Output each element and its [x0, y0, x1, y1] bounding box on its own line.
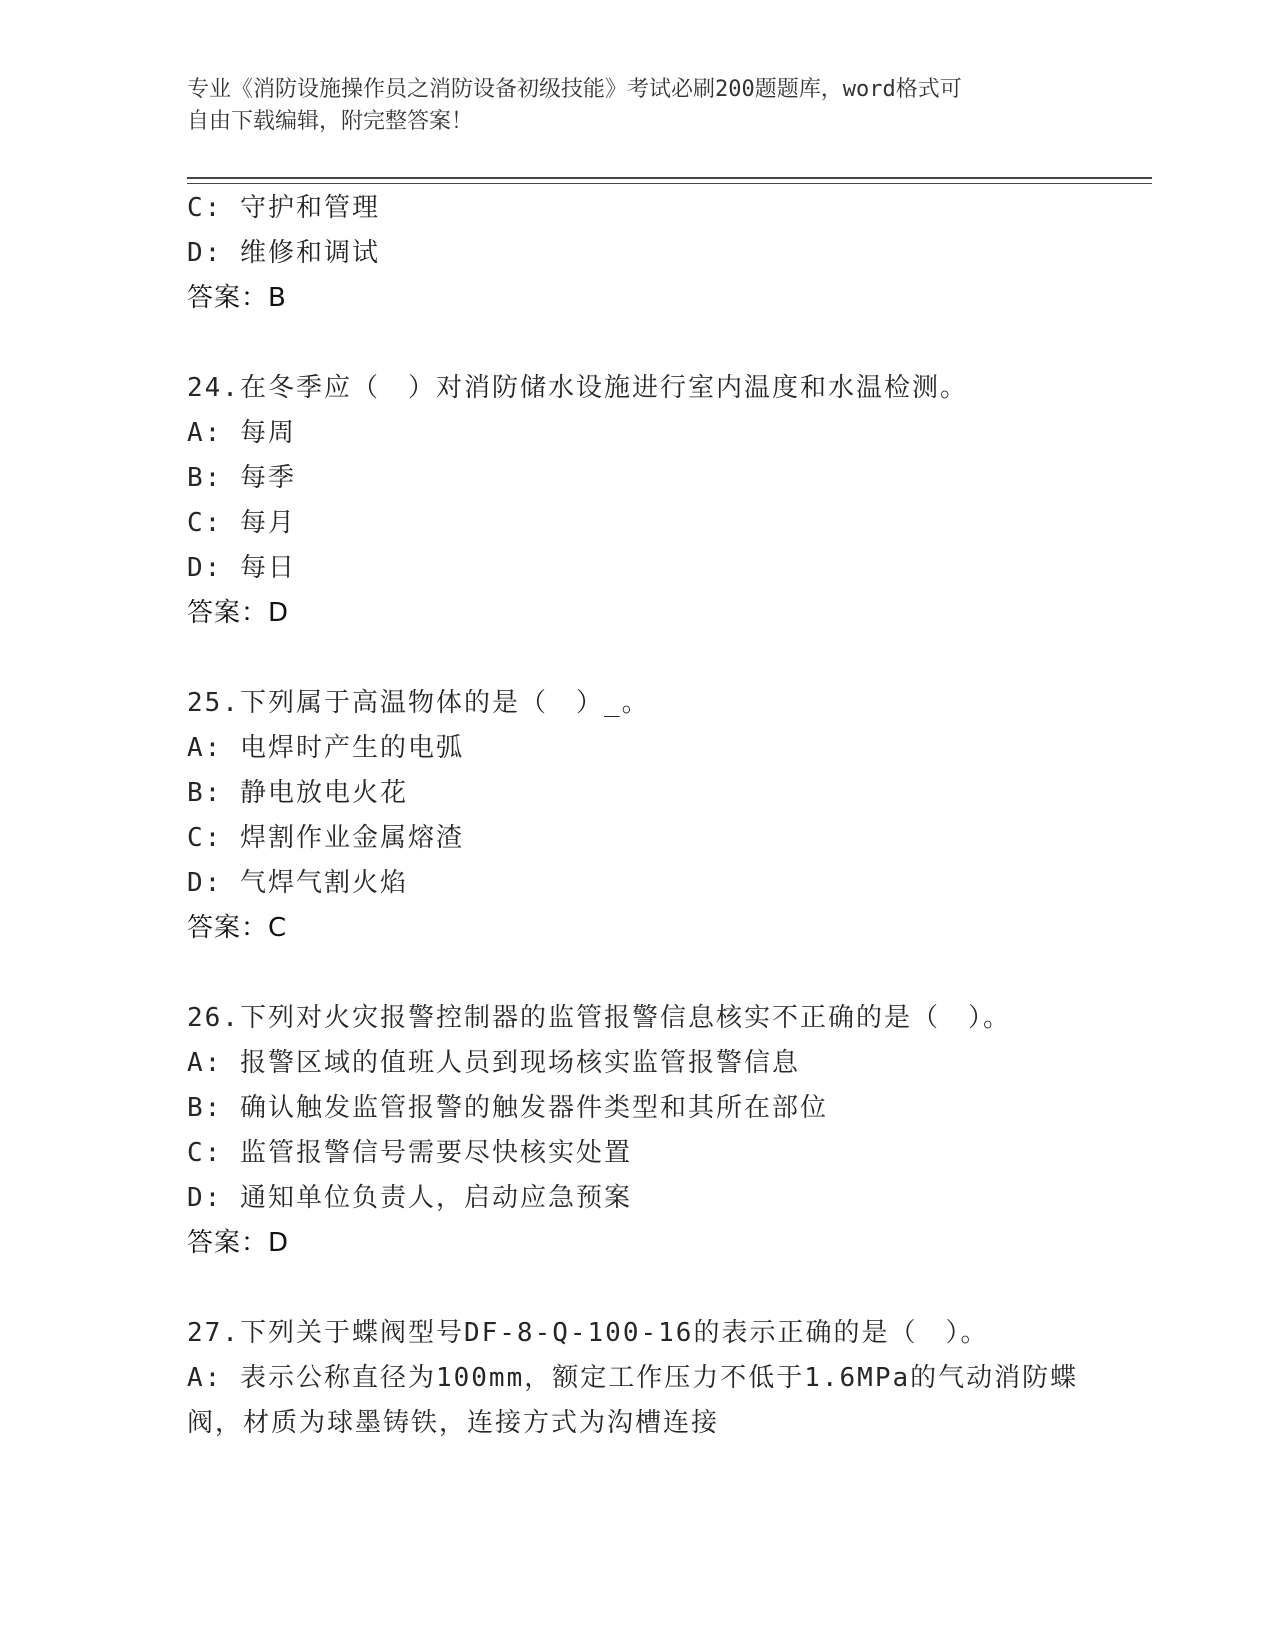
- header-title-line-1: 专业《消防设施操作员之消防设备初级技能》考试必刷200题题库，word格式可: [187, 77, 962, 102]
- option-b: B: 每季: [187, 463, 296, 493]
- question-stem-26: 26.下列对火灾报警控制器的监管报警信息核实不正确的是（ ）。: [187, 1003, 1011, 1033]
- option-d: D: 通知单位负责人，启动应急预案: [187, 1183, 632, 1213]
- option-a-line-1: A: 表示公称直径为100mm，额定工作压力不低于1.6MPa的气动消防蝶: [187, 1363, 1079, 1393]
- option-d: D: 气焊气割火焰: [187, 868, 408, 898]
- header-divider-thick: [187, 177, 1152, 179]
- option-a: A: 电焊时产生的电弧: [187, 733, 464, 763]
- option-c: C: 焊割作业金属熔渣: [187, 823, 464, 853]
- option-b: B: 静电放电火花: [187, 778, 408, 808]
- answer-line: 答案：D: [187, 1228, 290, 1258]
- header-title-line-2: 自由下载编辑，附完整答案！: [187, 109, 474, 134]
- header-divider-thin: [187, 183, 1152, 184]
- option-a-line-2: 阀，材质为球墨铸铁，连接方式为沟槽连接: [187, 1408, 720, 1438]
- question-stem-24: 24.在冬季应（ ）对消防储水设施进行室内温度和水温检测。: [187, 373, 968, 403]
- option-a: A: 报警区域的值班人员到现场核实监管报警信息: [187, 1048, 800, 1078]
- document-header: [187, 74, 1087, 138]
- option-d: D: 维修和调试: [187, 238, 380, 268]
- option-a: A: 每周: [187, 418, 296, 448]
- option-c: C: 每月: [187, 508, 296, 538]
- option-d: D: 每日: [187, 553, 296, 583]
- option-c: C: 守护和管理: [187, 193, 380, 223]
- answer-line: 答案：B: [187, 283, 287, 313]
- option-c: C: 监管报警信号需要尽快核实处置: [187, 1138, 632, 1168]
- question-stem-27: 27.下列关于蝶阀型号DF-8-Q-100-16的表示正确的是（ ）。: [187, 1318, 989, 1348]
- question-stem-25: 25.下列属于高温物体的是（ ）_。: [187, 688, 650, 718]
- answer-line: 答案：D: [187, 598, 290, 628]
- option-b: B: 确认触发监管报警的触发器件类型和其所在部位: [187, 1093, 828, 1123]
- answer-line: 答案：C: [187, 913, 288, 943]
